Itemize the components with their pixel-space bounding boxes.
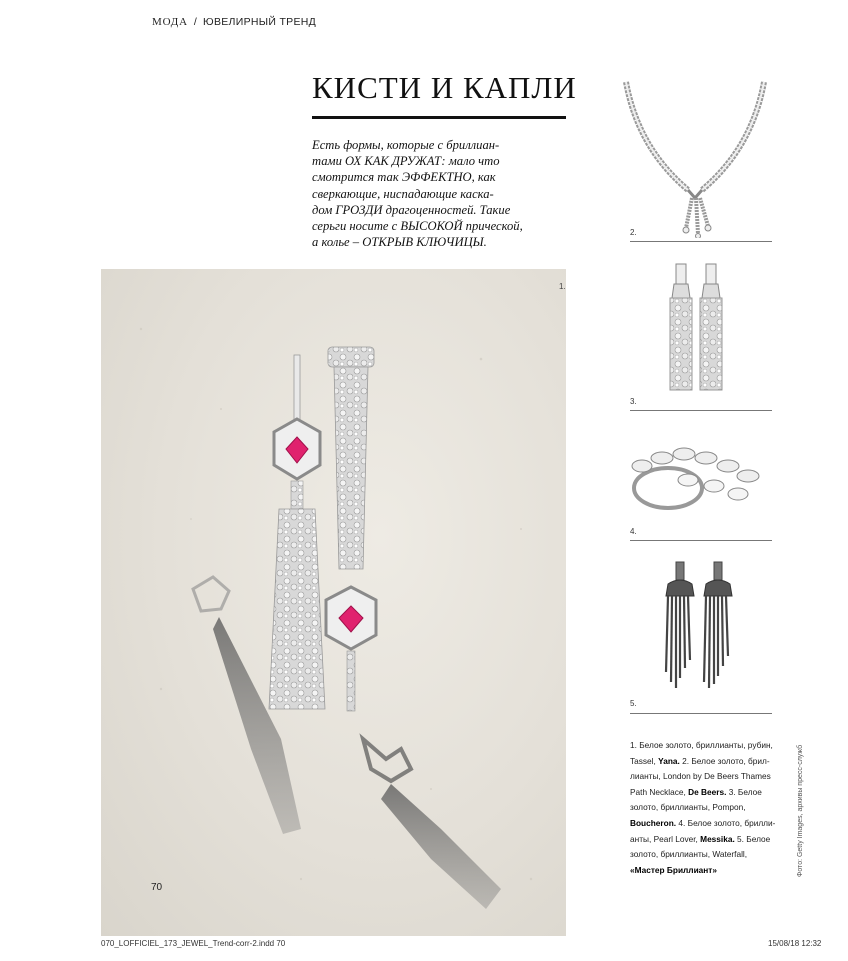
page-number: 70 xyxy=(151,882,163,893)
credit-text: Tassel, xyxy=(630,755,659,766)
credit-text: золото, бриллианты, Waterfall, xyxy=(630,849,748,860)
thumb-number: 4. xyxy=(630,527,637,536)
credit-text: 4. Белое золото, брилли- xyxy=(676,817,776,828)
lead-line: тами ОХ КАК ДРУЖАТ: мало что xyxy=(312,154,500,169)
breadcrumb-separator: / xyxy=(193,16,198,28)
credit-text: лианты, London by De Beers Thames xyxy=(630,771,771,782)
lead-line: сверкающие, ниспадающие каска- xyxy=(312,186,494,201)
title-underline xyxy=(312,116,566,119)
credit-text: анты, Pearl Lover, xyxy=(630,833,701,844)
thumb-divider xyxy=(630,540,772,541)
tassel-earrings-image xyxy=(618,262,774,398)
credit-brand: De Beers. xyxy=(688,786,727,797)
tassel-earrings-illustration xyxy=(618,262,774,398)
thumb-divider xyxy=(630,410,772,411)
main-photo-ruby-earrings xyxy=(101,269,566,936)
lead-line: серьги носите с ВЫСОКОЙ прической, xyxy=(312,219,523,234)
black-tassel-earrings-image xyxy=(618,560,774,700)
credit-brand: Yana. xyxy=(658,755,680,766)
credit-text: 3. Белое xyxy=(726,786,762,797)
credit-text: Path Necklace, xyxy=(630,786,689,797)
credit-brand: «Мастер Бриллиант» xyxy=(630,864,717,875)
credit-line xyxy=(630,769,775,785)
credit-brand: Messika. xyxy=(700,833,735,844)
section-label: МОДА xyxy=(152,16,188,28)
lead-line: Есть формы, которые с бриллиан- xyxy=(312,138,500,152)
credit-text: золото, бриллианты, Pompon, xyxy=(630,802,746,813)
credit-text: 1. Белое золото, бриллианты, рубин, xyxy=(630,740,773,750)
necklace-image xyxy=(618,78,774,238)
earring-right xyxy=(326,347,376,711)
lead-line: а колье – ОТКРЫВ КЛЮЧИЦЫ. xyxy=(312,235,487,250)
breadcrumb xyxy=(152,16,316,28)
credit-line xyxy=(630,738,775,754)
thumb-divider xyxy=(630,241,772,242)
thumb-number: 3. xyxy=(630,397,637,406)
credit-brand: Boucheron. xyxy=(630,817,677,828)
thumb-number: 5. xyxy=(630,699,637,708)
photo-credit xyxy=(797,737,807,877)
credit-line xyxy=(630,785,775,801)
thumb-divider xyxy=(630,713,772,714)
earring-left xyxy=(269,355,325,709)
black-tassel-earrings-illustration xyxy=(618,560,774,700)
credit-line xyxy=(630,754,775,770)
photo-item-number: 1. xyxy=(559,282,566,291)
lead-line: дом ГРОЗДИ драгоценностей. Такие xyxy=(312,202,511,217)
ring-image xyxy=(618,436,774,516)
credit-line xyxy=(630,863,775,879)
article-title: КИСТИ И КАПЛИ xyxy=(312,70,577,105)
footer-date: 15/08/18 12:32 xyxy=(768,939,822,948)
credit-line xyxy=(630,800,775,816)
main-photo-illustration xyxy=(101,269,566,936)
subsection-label: ЮВЕЛИРНЫЙ ТРЕНД xyxy=(203,16,317,28)
credit-line xyxy=(630,847,775,863)
ring-illustration xyxy=(618,436,774,516)
photo-credit-text: Фото: Getty Images, архивы пресс-служб xyxy=(797,744,804,877)
footer-file-name: 070_LOFFICIEL_173_JEWEL_Trend-corr-2.indd 70 xyxy=(101,939,286,948)
credit-line xyxy=(630,832,775,848)
article-lead xyxy=(312,137,570,250)
necklace-illustration xyxy=(618,78,774,238)
credit-text: 2. Белое золото, брил- xyxy=(679,755,770,766)
thumb-number: 2. xyxy=(630,228,637,237)
product-credits xyxy=(630,738,775,878)
credit-line xyxy=(630,816,775,832)
lead-line: смотрится так ЭФФЕКТНО, как xyxy=(312,170,496,185)
credit-text: 5. Белое xyxy=(734,833,771,844)
